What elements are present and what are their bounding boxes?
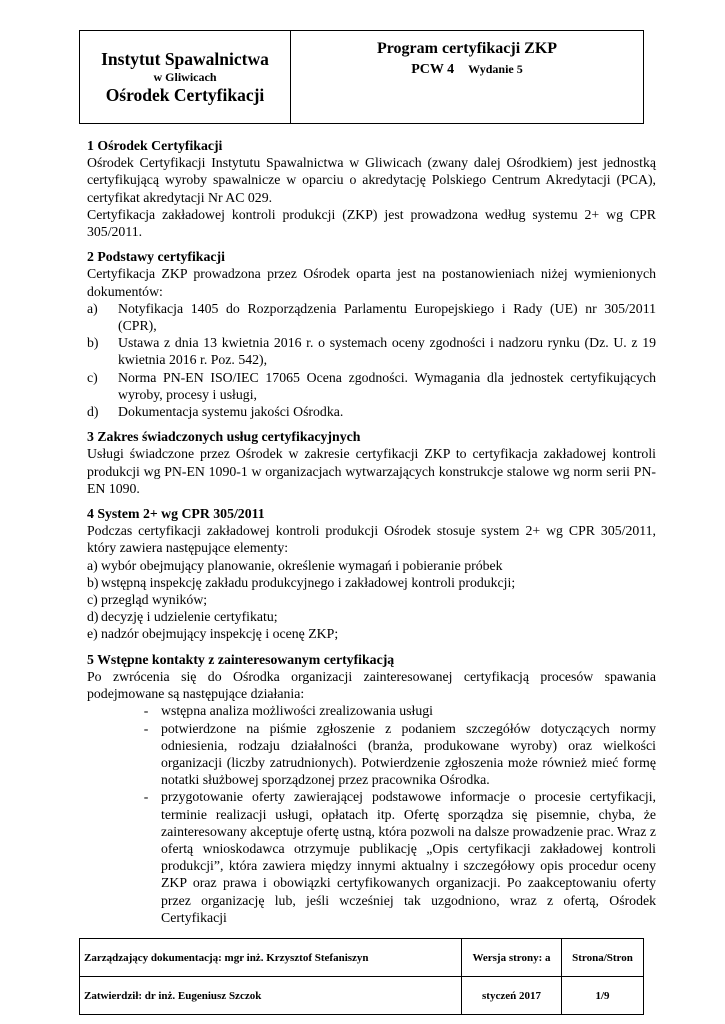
list-item (87, 720, 656, 789)
list-item (87, 403, 656, 420)
section-title: 5 Wstępne kontakty z zainteresowanym certyfikacją (87, 651, 395, 667)
list-item (87, 557, 656, 574)
program-title: Program certyfikacji ZKP (376, 40, 558, 57)
paragraph: Podczas certyfikacji zakładowej kontroli produkcji Ośrodek stosuje system 2+ wg CPR 305/2011, który zawiera następujące elementy: (87, 523, 656, 556)
list-text: przegląd wyników; (101, 592, 208, 608)
paragraph: Certyfikacja zakładowej kontroli produkcji (ZKP) jest prowadzona według systemu 2+ wg CPR 305/2011. (87, 206, 656, 240)
managed-by: Zarządzający dokumentacją: mgr inż. Krzysztof Stefaniszyn (80, 939, 462, 976)
institute-name: Instytut Spawalnictwa (101, 49, 269, 69)
list-marker: - (143, 789, 149, 805)
list-text: Norma PN-EN ISO/IEC 17065 Ocena zgodności. Wymagania dla jednostek certyfikujących wyroby, procesy i usługi, (118, 369, 656, 402)
page-version: Wersja strony: a (462, 939, 562, 976)
list-item (87, 625, 656, 642)
list-marker: c) (87, 592, 98, 608)
list-item (87, 702, 656, 719)
paragraph: Usługi świadczone przez Ośrodek w zakresie certyfikacji ZKP to certyfikacja zakładowej kontroli produkcji wg PN-EN 1090-1 w organizacjach wytwarzających konstrukcje stalowe wg norm serii PN-EN 1090. (87, 446, 656, 496)
document-footer (79, 938, 644, 1015)
list-text: wybór obejmujący planowanie, określenie wymagań i pobieranie próbek (101, 557, 503, 573)
list-text: wstępną inspekcję zakładu produkcyjnego i zakładowej kontroli produkcji; (101, 574, 516, 590)
list-marker: - (143, 703, 149, 719)
list-marker: a) (87, 300, 98, 316)
paragraph: Certyfikacja ZKP prowadzona przez Ośrodek oparta jest na postanowieniach niżej wymienionych dokumentów: (87, 266, 656, 299)
document-body (87, 137, 656, 934)
section-1 (87, 137, 656, 240)
list-text: nadzór obejmujący inspekcję i ocenę ZKP; (101, 626, 339, 642)
list-text: Ustawa z dnia 13 kwietnia 2016 r. o systemach oceny zgodności i nadzoru rynku (Dz. U. z 19 kwietnia 2016 r. Poz. 542), (118, 335, 656, 368)
list-item (87, 591, 656, 608)
list-marker: a) (87, 557, 98, 573)
list-marker: e) (87, 626, 98, 642)
list-item (87, 574, 656, 591)
header-program-block (291, 31, 643, 123)
section-4 (87, 505, 656, 643)
approved-by: Zatwierdził: dr inż. Eugeniusz Szczok (80, 977, 462, 1014)
list-item (87, 369, 656, 403)
list-text: przygotowanie oferty zawierającej podstawowe informacje o procesie certyfikacji, terminie realizacji usługi, opłatach itp. Ofertę sporządza się pisemnie, chyba, że zainteresowany akceptuje ofertę ustną, która pozwoli na dalsze prowadzenie prac. Wraz z ofertą wnioskodawca otrzymuje publikację „Opis certyfikacji zakładowej kontroli produkcji”, która zawiera między innymi aktualny i szczegółowy opis procedur oceny ZKP oraz prawa i obowiązki certyfikowanych organizacji. Po zaakceptowaniu oferty przez organizację lub, jeśli wcześniej tak uzgodniono, wraz z ofertą, Ośrodek Certyfikacji (161, 789, 656, 925)
footer-row (80, 939, 643, 976)
footer-row (80, 976, 643, 1014)
header-institute-block (80, 31, 291, 123)
program-code: PCW 4 (411, 62, 455, 77)
section-2 (87, 248, 656, 420)
section-5 (87, 651, 656, 926)
issue-date: styczeń 2017 (462, 977, 562, 1014)
list-item (87, 300, 656, 334)
list-item (87, 334, 656, 368)
section-title: 2 Podstawy certyfikacji (87, 249, 225, 265)
paragraph: Ośrodek Certyfikacji Instytutu Spawalnictwa w Gliwicach (zwany dalej Ośrodkiem) jest jednostką certyfikującą wyroby spawalnicze w oparciu o akredytację Polskiego Centrum Akredytacji (PCA), certyfikat akredytacji Nr AC 029. (87, 155, 656, 205)
certification-center: Ośrodek Certyfikacji (105, 85, 265, 105)
list-text: Dokumentacja systemu jakości Ośrodka. (118, 404, 344, 420)
section-3 (87, 428, 656, 497)
program-code-line (291, 59, 643, 80)
list-marker: - (143, 720, 149, 736)
list-marker: c) (87, 369, 98, 385)
section-title: 3 Zakres świadczonych usług certyfikacyjnych (87, 429, 361, 445)
list-marker: d) (87, 404, 99, 420)
program-edition: Wydanie 5 (468, 62, 523, 76)
list-text: potwierdzone na piśmie zgłoszenie z podaniem szczegółów dotyczących normy odniesienia, rodzaju działalności (branża, produkowane wyroby) oraz wielkości organizacji (liczby zatrudnionych). Potwierdzenie zgłoszenia może również mieć formę notatki służbowej sporządzonej przez pracownika Ośrodka. (161, 720, 656, 788)
list-marker: b) (87, 335, 99, 351)
list-marker: b) (87, 574, 99, 590)
list-item (87, 788, 656, 926)
list-marker: d) (87, 609, 99, 625)
paragraph: Po zwrócenia się do Ośrodka organizacji zainteresowanej certyfikacją procesów spawania podejmowane są następujące działania: (87, 668, 656, 702)
institute-city: w Gliwicach (153, 70, 217, 84)
list-text: wstępna analiza możliwości zrealizowania usługi (161, 703, 434, 719)
document-header (79, 30, 644, 124)
list-text: decyzję i udzielenie certyfikatu; (101, 609, 278, 625)
section-title: 1 Ośrodek Certyfikacji (87, 138, 223, 153)
list-text: Notyfikacja 1405 do Rozporządzenia Parlamentu Europejskiego i Rady (UE) nr 305/2011 (CPR), (118, 300, 656, 334)
page-label: Strona/Stron (572, 951, 633, 964)
page-number: 1/9 (595, 989, 610, 1002)
list-item (87, 608, 656, 625)
section-title: 4 System 2+ wg CPR 305/2011 (87, 506, 265, 522)
